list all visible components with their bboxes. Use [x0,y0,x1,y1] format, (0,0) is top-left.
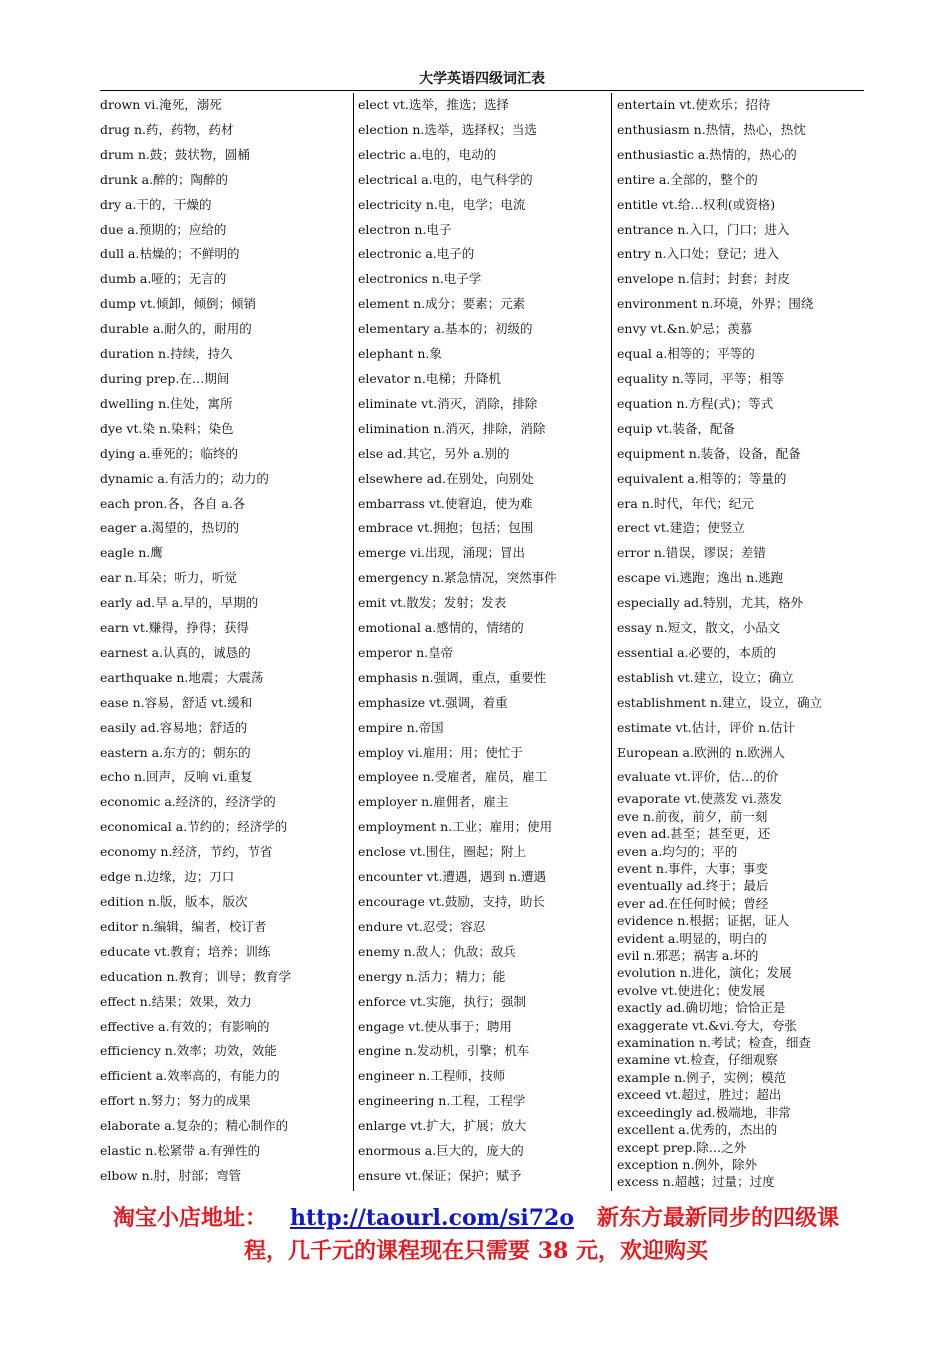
vocab-entry: dumb a.哑的；无言的 [100,271,227,287]
vocab-entry: efficiency n.效率；功效，效能 [100,1043,277,1059]
vocab-entry: enthusiastic a.热情的，热心的 [617,146,797,162]
vocab-entry: ease n.容易，舒适 vt.缓和 [100,694,253,710]
vocab-entry: event n.事件，大事；事变 [617,861,768,876]
page-title: 大学英语四级词汇表 [419,71,545,87]
vocab-entry: evaluate vt.评价，估…的价 [617,769,779,785]
vocab-entry: except prep.除…之外 [617,1139,747,1155]
vocab-entry: early ad.早 a.早的，早期的 [100,595,259,611]
vocab-entry: entry n.入口处；登记；进入 [617,246,780,262]
vocab-entry: eager a.渴望的，热切的 [100,520,240,536]
vocab-entry: enormous a.巨大的，庞大的 [358,1143,524,1159]
vocab-column-2 [358,93,612,1191]
vocab-entry: empire n.帝国 [358,719,444,735]
vocab-entry: electronics n.电子学 [358,271,482,287]
vocab-entry: enlarge vt.扩大，扩展；放大 [358,1118,527,1134]
vocab-entry: example n.例子，实例；模范 [617,1069,787,1085]
vocab-entry: engineering n.工程，工程学 [358,1093,526,1109]
vocab-entry: eliminate vt.消灭，消除，排除 [358,395,538,411]
vocab-entry: exceedingly ad.极端地，非常 [617,1104,791,1120]
vocab-entry: elimination n.消灭，排除，消除 [358,420,546,436]
vocab-entry: elastic n.松紧带 a.有弹性的 [100,1143,261,1159]
vocab-entry: enclose vt.围住，圈起；附上 [358,844,526,860]
vocab-entry: entitle vt.给…权利(或资格) [617,196,776,212]
vocab-entry: ensure vt.保证；保护；赋予 [358,1167,522,1183]
vocab-entry: emerge vi.出现，涌现；冒出 [358,545,526,561]
vocab-entry: element n.成分；要素；元素 [358,296,526,312]
vocab-entry: edge n.边缘，边；刀口 [100,869,235,885]
vocab-entry: duration n.持续，持久 [100,346,233,362]
vocab-entry: excellent a.优秀的，杰出的 [617,1122,778,1138]
vocab-entry: editor n.编辑，编者，校订者 [100,918,267,934]
vocab-entry: equation n.方程(式)；等式 [617,395,774,411]
vocab-entry: dynamic a.有活力的；动力的 [100,470,269,486]
vocab-entry: echo n.回声，反响 vi.重复 [100,769,253,785]
vocab-entry: earnest a.认真的，诚恳的 [100,644,251,660]
vocab-entry: electric a.电的，电动的 [358,146,497,162]
vocab-entry: effective a.有效的；有影响的 [100,1018,270,1034]
vocab-entry: evaporate vt.使蒸发 vi.蒸发 [617,791,782,807]
vocab-entry: engine n.发动机，引擎；机车 [358,1043,530,1059]
vocab-entry: drum n.鼓；鼓状物，圆桶 [100,146,250,162]
vocab-entry: engineer n.工程师，技师 [358,1068,506,1084]
vocab-entry: envy vt.&n.妒忌；羡慕 [617,321,753,337]
vocab-entry: employee n.受雇者，雇员，雇工 [358,769,548,785]
vocab-entry: exception n.例外，除外 [617,1156,757,1172]
vocab-entry: entire a.全部的，整个的 [617,171,758,187]
vocab-entry: evolve vt.使进化；使发展 [617,982,765,998]
vocab-entry: emotional a.感情的，情绪的 [358,620,524,636]
vocab-entry: equality n.等同，平等；相等 [617,370,784,386]
vocab-entry: dwelling n.住处，寓所 [100,395,233,411]
vocab-entry: endure vt.忍受；容忍 [358,918,486,934]
vocab-entry: employ vi.雇用；用；使忙于 [358,744,523,760]
vocab-entry: envelope n.信封；封套；封皮 [617,271,790,287]
vocab-entry: enthusiasm n.热情，热心，热忱 [617,121,806,137]
vocab-entry: emit vt.散发；发射；发表 [358,595,507,611]
vocab-entry: elect vt.选举，推选；选择 [358,97,509,112]
vocab-entry: emergency n.紧急情况，突然事件 [358,570,557,586]
vocab-entry: energy n.活力；精力；能 [358,968,506,984]
vocab-entry: embrace vt.拥抱；包括；包围 [358,520,534,536]
vocab-entry: error n.错误，谬误；差错 [617,545,766,561]
vocab-entry: efficient a.效率高的，有能力的 [100,1068,280,1084]
vocab-entry: essential a.必要的，本质的 [617,644,777,660]
vocab-entry: emphasize vt.强调，着重 [358,694,508,710]
vocab-entry: elephant n.象 [358,346,442,362]
vocab-entry: during prep.在…期间 [100,370,230,386]
vocab-entry: establishment n.建立，设立，确立 [617,694,823,710]
vocab-entry: effect n.结果；效果，效力 [100,993,252,1009]
vocab-entry: electron n.电子 [358,221,452,237]
vocab-entry: encourage vt.鼓励，支持，助长 [358,894,545,909]
vocab-entry: exceed vt.超过，胜过；超出 [617,1087,782,1103]
vocab-entry: dump vt.倾卸，倾倒；倾销 [100,296,256,312]
vocab-entry: earthquake n.地震；大震荡 [100,669,264,685]
vocab-entry: evidence n.根据；证据，证人 [617,913,790,929]
vocab-entry: eagle n.鹰 [100,545,163,561]
vocab-entry: erect vt.建造；使竖立 [617,520,745,536]
vocab-entry: emphasis n.强调，重点，重要性 [358,669,547,685]
vocab-entry: evident a.明显的，明白的 [617,930,767,946]
vocab-entry: electrical a.电的，电气科学的 [358,171,533,187]
vocab-entry: especially ad.特别，尤其，格外 [617,595,804,611]
vocab-entry: excess n.超越；过量；过度 [617,1174,775,1190]
vocab-entry: electronic a.电子的 [358,246,475,262]
vocab-entry: elbow n.肘，肘部；弯管 [100,1167,242,1183]
vocab-entry: eventually ad.终于；最后 [617,878,769,894]
vocab-entry: equip vt.装备，配备 [617,420,735,436]
footer-line-2: 程，几千元的课程现在只需要 38 元，欢迎购买 [244,1238,708,1264]
footer-promo-text: 新东方最新同步的四级课 [596,1205,839,1231]
vocab-entry: even ad.甚至；甚至更，还 [617,826,771,842]
vocab-entry: entertain vt.使欢乐；招待 [617,97,771,112]
vocab-entry: environment n.环境，外界；围绕 [617,296,814,312]
vocab-entry: era n.时代，年代；纪元 [617,495,754,511]
vocab-entry: essay n.短文，散文，小品文 [617,620,781,636]
vocab-entry: each pron.各，各自 a.各 [100,495,246,511]
vocab-entry: enemy n.敌人；仇敌；敌兵 [358,943,516,959]
vocab-entry: due a.预期的；应给的 [100,221,227,237]
vocab-entry: evolution n.进化，演化；发展 [617,965,792,981]
vocab-column-1 [100,93,354,1191]
title-rule [100,90,864,91]
vocab-entry: emperor n.皇帝 [358,644,454,660]
vocab-entry: dull a.枯燥的；不鲜明的 [100,246,240,262]
footer-shop-label: 淘宝小店地址： [112,1205,267,1231]
vocab-entry: dying a.垂死的；临终的 [100,445,239,461]
vocab-entry: eve n.前夜，前夕，前一刻 [617,808,768,824]
vocab-entry: examine vt.检查，仔细观察 [617,1052,778,1068]
vocab-entry: embarrass vt.使窘迫，使为难 [358,495,533,511]
footer-shop-link[interactable]: http://taourl.com/si72o [289,1205,574,1231]
vocab-column-3 [617,93,864,1191]
vocab-entry: economic a.经济的，经济学的 [100,794,276,810]
vocab-entry: equipment n.装备，设备，配备 [617,445,801,461]
vocab-entry: entrance n.入口，门口；进入 [617,221,790,237]
vocab-entry: escape vi.逃跑；逸出 n.逃跑 [617,570,784,586]
vocab-entry: examination n.考试；检查，细查 [617,1035,811,1051]
vocab-entry: drug n.药，药物，药材 [100,121,234,137]
vocab-entry: education n.教育；训导；教育学 [100,968,291,984]
vocab-entry: employer n.雇佣者，雇主 [358,794,509,810]
vocab-entry: exactly ad.确切地；恰恰正是 [617,1000,786,1016]
vocab-entry: equivalent a.相等的；等量的 [617,470,787,486]
vocab-entry: dry a.干的，干燥的 [100,196,212,212]
vocab-entry: even a.均匀的；平的 [617,843,738,859]
vocab-entry: exaggerate vt.&vi.夸大，夸张 [617,1017,797,1033]
vocab-entry: election n.选举，选择权；当选 [358,121,537,137]
vocab-entry: dye vt.染 n.染料；染色 [100,420,234,436]
vocab-entry: elsewhere ad.在别处，向别处 [358,470,534,486]
vocab-entry: else ad.其它，另外 a.别的 [358,445,510,461]
vocab-entry: effort n.努力；努力的成果 [100,1093,251,1109]
vocab-entry: enforce vt.实施，执行；强制 [358,993,527,1009]
vocab-entry: economical a.节约的；经济学的 [100,819,288,835]
vocab-entry: equal a.相等的；平等的 [617,346,755,362]
vocab-entry: ear n.耳朵；听力，听觉 [100,570,237,586]
vocab-entry: elementary a.基本的；初级的 [358,321,533,337]
vocab-entry: establish vt.建立，设立；确立 [617,669,794,685]
vocab-entry: edition n.版，版本，版次 [100,894,248,909]
vocab-entry: elaborate a.复杂的；精心制作的 [100,1118,289,1134]
vocab-entry: evil n.邪恶；祸害 a.坏的 [617,948,759,964]
vocab-entry: economy n.经济，节约，节省 [100,844,273,860]
vocab-entry: eastern a.东方的；朝东的 [100,744,251,760]
vocab-entry: drunk a.醉的；陶醉的 [100,171,229,187]
vocab-entry: estimate vt.估计，评价 n.估计 [617,719,796,735]
vocab-entry: encounter vt.遭遇，遇到 n.遭遇 [358,869,547,885]
vocab-entry: European a.欧洲的 n.欧洲人 [617,744,785,760]
vocab-entry: durable a.耐久的，耐用的 [100,321,252,337]
vocab-entry: electricity n.电，电学；电流 [358,196,526,212]
vocab-entry: drown vi.淹死，溺死 [100,97,222,112]
footer-line-1 [40,1201,912,1235]
vocab-entry: elevator n.电梯；升降机 [358,370,501,386]
vocab-entry: educate vt.教育；培养；训练 [100,943,271,959]
vocab-entry: easily ad.容易地；舒适的 [100,719,248,735]
vocab-entry: ever ad.在任何时候；曾经 [617,895,769,911]
vocab-entry: earn vt.赚得，挣得；获得 [100,620,249,636]
vocab-entry: employment n.工业；雇用；使用 [358,819,553,835]
vocab-entry: engage vt.使从事于；聘用 [358,1018,512,1034]
